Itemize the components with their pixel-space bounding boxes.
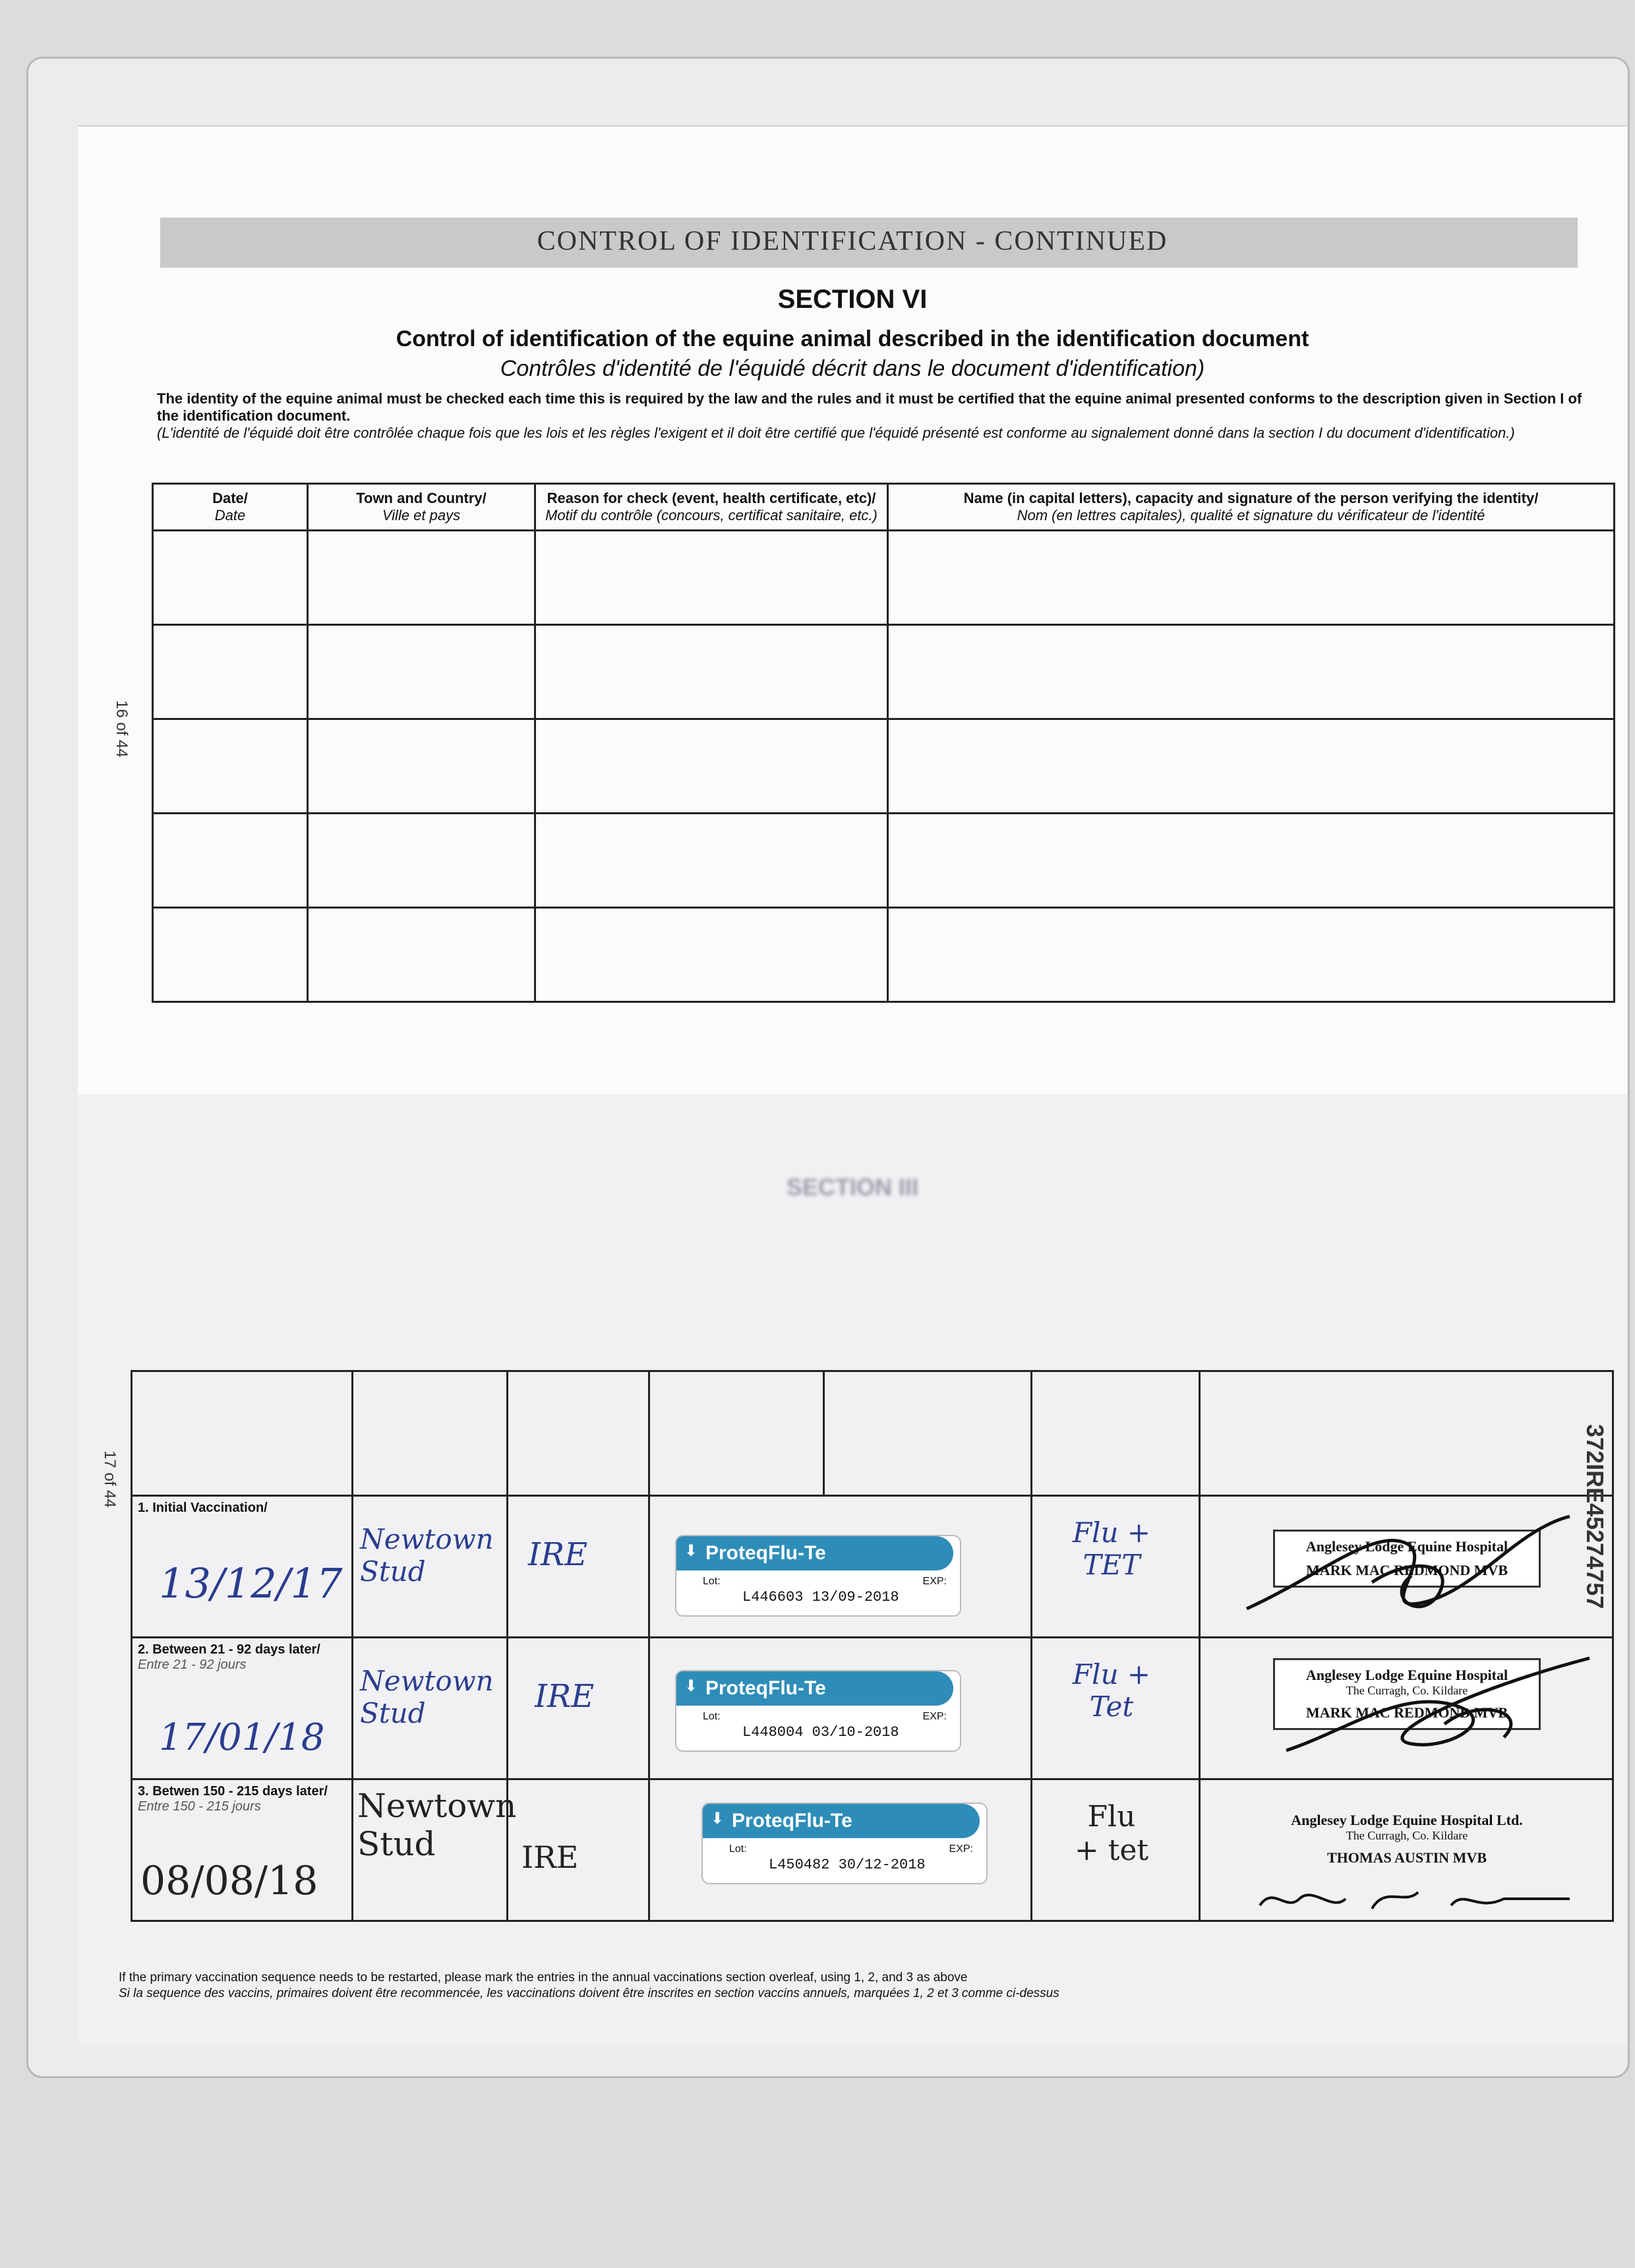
handwritten-place: Newtown Stud — [360, 1523, 494, 1588]
intro-en: The identity of the equine animal must be checked each time this is required by the law and the rules and it must be certified that the equine animal presented conforms to the description given in Section I of the identification document. — [157, 390, 1582, 424]
cell[interactable] — [535, 625, 888, 719]
down-arrow-icon: ⬇ — [684, 1677, 698, 1695]
cell-place[interactable] — [353, 1638, 508, 1779]
cell[interactable] — [308, 719, 535, 814]
sticker-brand: ProteqFlu-Te — [676, 1671, 953, 1706]
table-row — [153, 908, 1615, 1002]
lower-page — [78, 1094, 1627, 2044]
cell[interactable] — [153, 908, 308, 1002]
upper-page — [78, 125, 1627, 1096]
exp-label: EXP: — [922, 1711, 947, 1722]
batch-number: L448004 03/10-2018 — [742, 1724, 899, 1741]
control-table-header — [153, 484, 1615, 531]
cell-vaccine[interactable] — [649, 1779, 1032, 1921]
subtitle-en: Control of identification of the equine animal described in the identification document — [396, 326, 1309, 351]
cell-stamp[interactable] — [1200, 1638, 1613, 1779]
cell[interactable] — [535, 531, 888, 625]
cell[interactable] — [535, 908, 888, 1002]
handwritten-country: IRE — [521, 1839, 579, 1875]
vet-signature — [1240, 1503, 1583, 1628]
col-practice-stamp — [1200, 1371, 1613, 1496]
cell[interactable] — [535, 719, 888, 814]
exp-label: EXP: — [922, 1576, 947, 1587]
vet-signature — [1253, 1879, 1583, 1919]
page-number-upper: 16 of 44 — [113, 700, 131, 758]
footnote-en: If the primary vaccination sequence needs to be restarted, please mark the entries in the annual vaccinations section overleaf, using 1, 2, and 3 as above — [119, 1971, 968, 1984]
stamp-vet-name: MARK MAC REDMOND MVB — [1305, 1562, 1508, 1578]
intro-text — [157, 390, 1607, 442]
cell-country[interactable] — [508, 1779, 649, 1921]
cell[interactable] — [308, 625, 535, 719]
cell[interactable] — [888, 814, 1615, 908]
col-country — [508, 1371, 649, 1496]
handwritten-place: Newtown Stud — [357, 1787, 517, 1863]
handwritten-place: Newtown Stud — [360, 1665, 494, 1729]
table-row — [153, 531, 1615, 625]
batch-number: L450482 30/12-2018 — [769, 1857, 926, 1873]
handwritten-country: IRE — [528, 1536, 588, 1573]
lower-section-title: SECTION III — [786, 1174, 919, 1201]
cell[interactable] — [153, 625, 308, 719]
cell-country[interactable] — [508, 1638, 649, 1779]
section-title: SECTION VI — [777, 285, 928, 314]
control-table — [152, 483, 1615, 1003]
cell-stamp[interactable] — [1200, 1779, 1613, 1921]
stamp-vet-name: MARK MAC REDMOND MVB — [1305, 1704, 1508, 1721]
stamp-address: The Curragh, Co. Kildare — [1346, 1829, 1468, 1842]
vaccine-sticker — [676, 1536, 960, 1615]
cell[interactable] — [153, 531, 308, 625]
col-batch — [824, 1371, 1032, 1496]
cell-vaccine[interactable] — [649, 1496, 1032, 1638]
down-arrow-icon: ⬇ — [711, 1810, 725, 1828]
sticker-brand: ProteqFlu-Te — [703, 1804, 980, 1838]
handwritten-date: 13/12/17 — [159, 1559, 343, 1607]
cell-disease[interactable] — [1032, 1638, 1200, 1779]
row-label: 2. Between 21 - 92 days later/ Entre 21 - 92 jours — [138, 1642, 320, 1672]
col-disease — [1032, 1371, 1200, 1496]
lot-label: Lot: — [703, 1576, 721, 1587]
cell-disease[interactable] — [1032, 1496, 1200, 1638]
table-row — [153, 719, 1615, 814]
col-place — [353, 1371, 508, 1496]
cell[interactable] — [888, 531, 1615, 625]
stamp-practice: Anglesey Lodge Equine Hospital — [1305, 1667, 1508, 1683]
stamp-practice: Anglesey Lodge Equine Hospital — [1305, 1538, 1508, 1555]
vaccine-sticker — [676, 1671, 960, 1750]
lot-label: Lot: — [703, 1711, 721, 1722]
cell[interactable] — [153, 719, 308, 814]
handwritten-date: 17/01/18 — [159, 1716, 325, 1759]
cell-place[interactable] — [353, 1779, 517, 1921]
cell-date[interactable] — [132, 1496, 353, 1638]
cell[interactable] — [308, 531, 535, 625]
stamp-address: The Curragh, Co. Kildare — [1346, 1684, 1468, 1697]
intro-fr: (L'identité de l'équidé doit être contrôlée chaque fois que les lois et les règles l'exigent et il doit être certifié que l'équidé présenté est conforme au signalement donné dans la section I du document d'identification.) — [157, 425, 1515, 441]
handwritten-disease: Flu + Tet — [1072, 1658, 1151, 1723]
row-label: 3. Betwen 150 - 215 days later/ Entre 150 - 215 jours — [138, 1784, 328, 1814]
down-arrow-icon: ⬇ — [684, 1542, 698, 1560]
vet-signature — [1280, 1652, 1596, 1764]
vaccine-sticker — [703, 1804, 986, 1883]
cell-country[interactable] — [508, 1496, 649, 1638]
cell-place[interactable] — [353, 1496, 508, 1638]
table-row — [153, 625, 1615, 719]
table-row — [132, 1638, 1613, 1779]
cell[interactable] — [535, 814, 888, 908]
table-row — [132, 1496, 1613, 1638]
table-row — [153, 814, 1615, 908]
handwritten-country: IRE — [535, 1678, 595, 1715]
side-identifier: 372IRE45274757 — [1582, 1424, 1609, 1609]
exp-label: EXP: — [949, 1843, 973, 1855]
handwritten-disease: Flu + TET — [1072, 1516, 1151, 1581]
col-town-country: Town and Country/ Ville et pays — [308, 484, 535, 531]
footnote-fr: Si la sequence des vaccins, primaires doivent être recommencée, les vaccinations doivent être inscrites en section vaccins annuels, marquées 1, 2 et 3 comme ci-dessus — [119, 1986, 1059, 2000]
cell[interactable] — [888, 625, 1615, 719]
footnote — [119, 1970, 1059, 2002]
vaccination-table — [131, 1370, 1614, 1922]
col-name-signature: Name (in capital letters), capacity and signature of the person verifying the identity/ Nom (en lettres capitales), qualité et signature du vérificateur de l'identité — [888, 484, 1615, 531]
lot-label: Lot: — [729, 1843, 747, 1855]
cell-date[interactable] — [132, 1638, 353, 1779]
sticker-brand: ProteqFlu-Te — [676, 1536, 953, 1570]
batch-number: L446603 13/09-2018 — [742, 1589, 899, 1605]
col-reason: Reason for check (event, health certificate, etc)/ Motif du contrôle (concours, certificat sanitaire, etc.) — [535, 484, 888, 531]
stamp-vet-name: THOMAS AUSTIN MVB — [1326, 1849, 1487, 1866]
subtitle-fr: Contrôles d'identité de l'équidé décrit dans le document d'identification) — [500, 356, 1205, 381]
cell[interactable] — [888, 908, 1615, 1002]
vacc-table-header — [132, 1371, 1613, 1496]
cell-stamp[interactable] — [1200, 1496, 1613, 1638]
stamp-practice: Anglesey Lodge Equine Hospital Ltd. — [1291, 1812, 1523, 1828]
col-vaccine-name — [649, 1371, 824, 1496]
col-date — [132, 1371, 353, 1496]
handwritten-date: 08/08/18 — [140, 1858, 318, 1904]
band-title: CONTROL OF IDENTIFICATION - CONTINUED — [537, 226, 1168, 256]
cell-disease[interactable] — [1032, 1779, 1200, 1921]
practice-stamp — [1273, 1806, 1541, 1872]
col-date: Date/ Date — [153, 484, 308, 531]
cell[interactable] — [308, 814, 535, 908]
cell[interactable] — [308, 908, 535, 1002]
handwritten-disease: Flu + tet — [1074, 1800, 1149, 1867]
cell-vaccine[interactable] — [649, 1638, 1032, 1779]
table-row — [132, 1779, 1613, 1921]
cell[interactable] — [153, 814, 308, 908]
row-label: 1. Initial Vaccination/ — [138, 1501, 268, 1515]
cell[interactable] — [888, 719, 1615, 814]
cell-date[interactable] — [132, 1779, 353, 1921]
page-number-lower: 17 of 44 — [101, 1450, 119, 1508]
